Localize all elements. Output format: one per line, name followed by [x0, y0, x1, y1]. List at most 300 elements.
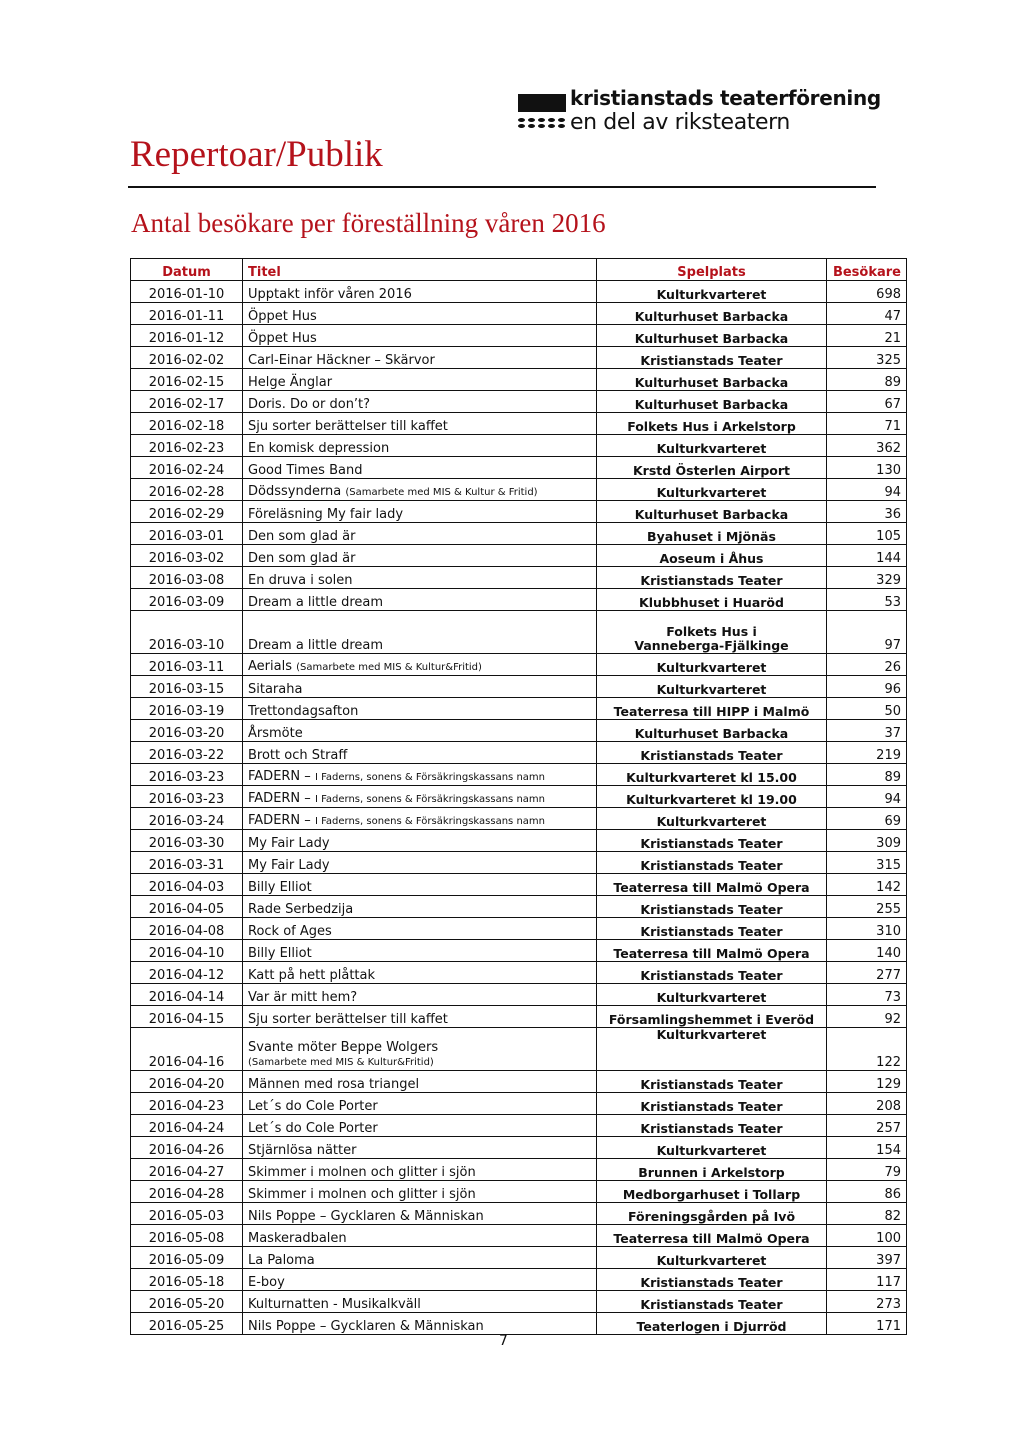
- cell-date: 2016-03-23: [131, 786, 243, 808]
- venue-name: Kulturkvarteret: [656, 990, 767, 1005]
- cell-title: [243, 1028, 597, 1071]
- venue-name: Kulturkvarteret: [656, 660, 767, 675]
- cell-venue: [597, 1269, 827, 1291]
- cell-date: 2016-01-12: [131, 325, 243, 347]
- cell-visitors: 255: [827, 896, 907, 918]
- cell-date: 2016-03-30: [131, 830, 243, 852]
- table-row: [131, 347, 907, 369]
- performance-note: I Faderns, sonens & Försäkringskassans namn: [314, 772, 545, 783]
- venue-name: Kulturkvarteret: [656, 1253, 767, 1268]
- performance-title: Nils Poppe – Gycklaren & Människan: [248, 1209, 484, 1224]
- table-row: [131, 654, 907, 676]
- cell-date: 2016-05-03: [131, 1203, 243, 1225]
- table-row: [131, 742, 907, 764]
- cell-date: 2016-04-14: [131, 984, 243, 1006]
- cell-date: 2016-01-11: [131, 303, 243, 325]
- cell-venue: [597, 391, 827, 413]
- cell-venue: [597, 918, 827, 940]
- table-row: [131, 281, 907, 303]
- logo-tagline: en del av riksteatern: [570, 110, 790, 135]
- cell-date: 2016-04-28: [131, 1181, 243, 1203]
- cell-visitors: 97: [827, 611, 907, 654]
- cell-date: 2016-01-10: [131, 281, 243, 303]
- table-row: [131, 676, 907, 698]
- cell-title: [243, 457, 597, 479]
- table-row: [131, 1313, 907, 1335]
- cell-venue: [597, 852, 827, 874]
- cell-date: 2016-03-24: [131, 808, 243, 830]
- cell-venue: [597, 1313, 827, 1335]
- logo-organization-name: kristianstads teaterförening: [570, 86, 881, 110]
- performance-title: Brott och Straff: [248, 748, 348, 763]
- table-row: [131, 457, 907, 479]
- venue-name: Kulturkvarteret: [656, 287, 767, 302]
- performance-title: Carl-Einar Häckner – Skärvor: [248, 353, 435, 368]
- cell-venue: [597, 830, 827, 852]
- venue-name: Kristianstads Teater: [640, 1297, 783, 1312]
- table-row: [131, 852, 907, 874]
- venue-name: Teaterlogen i Djurröd: [636, 1319, 787, 1334]
- cell-title: [243, 984, 597, 1006]
- cell-date: 2016-05-08: [131, 1225, 243, 1247]
- venue-name: Kristianstads Teater: [640, 748, 783, 763]
- cell-visitors: 26: [827, 654, 907, 676]
- cell-venue: [597, 1247, 827, 1269]
- cell-title: [243, 874, 597, 896]
- cell-date: 2016-02-15: [131, 369, 243, 391]
- cell-date: 2016-03-01: [131, 523, 243, 545]
- performance-title: Good Times Band: [248, 463, 363, 478]
- table-row: [131, 1115, 907, 1137]
- cell-date: 2016-04-12: [131, 962, 243, 984]
- venue-name: Kristianstads Teater: [640, 858, 783, 873]
- cell-visitors: 47: [827, 303, 907, 325]
- table-row: [131, 1269, 907, 1291]
- cell-date: 2016-04-03: [131, 874, 243, 896]
- cell-visitors: 71: [827, 413, 907, 435]
- performance-title: Let´s do Cole Porter: [248, 1099, 378, 1114]
- venue-name: Kulturhuset Barbacka: [634, 375, 789, 390]
- cell-venue: [597, 720, 827, 742]
- performance-title: Doris. Do or don’t?: [248, 397, 371, 412]
- cell-venue: [597, 1006, 827, 1028]
- table-row: [131, 720, 907, 742]
- performance-title: Katt på hett plåttak: [248, 968, 376, 983]
- cell-venue: [597, 1225, 827, 1247]
- cell-date: 2016-04-24: [131, 1115, 243, 1137]
- venue-name: Kristianstads Teater: [640, 1275, 783, 1290]
- performance-title: La Paloma: [248, 1253, 315, 1268]
- table-row: [131, 940, 907, 962]
- table-row: [131, 435, 907, 457]
- venue-name: Klubbhuset i Huaröd: [639, 595, 784, 610]
- performance-title: Männen med rosa triangel: [248, 1077, 420, 1092]
- cell-visitors: 122: [827, 1028, 907, 1071]
- cell-visitors: 315: [827, 852, 907, 874]
- cell-date: 2016-02-17: [131, 391, 243, 413]
- cell-venue: [597, 281, 827, 303]
- cell-date: 2016-05-20: [131, 1291, 243, 1313]
- cell-visitors: 144: [827, 545, 907, 567]
- performance-note: (Samarbete med MIS & Kultur&Fritid): [296, 662, 482, 673]
- cell-venue: [597, 347, 827, 369]
- header-divider: [128, 186, 876, 188]
- cell-venue: [597, 325, 827, 347]
- venue-name: Kulturhuset Barbacka: [634, 309, 789, 324]
- cell-title: [243, 611, 597, 654]
- performance-title: Dream a little dream: [248, 595, 384, 610]
- cell-venue: [597, 1137, 827, 1159]
- table-header-row: [131, 259, 907, 281]
- cell-title: [243, 786, 597, 808]
- cell-date: 2016-03-08: [131, 567, 243, 589]
- cell-venue: [597, 589, 827, 611]
- cell-visitors: 86: [827, 1181, 907, 1203]
- performance-title: Föreläsning My fair lady: [248, 507, 404, 522]
- cell-title: [243, 1269, 597, 1291]
- table-row: [131, 1291, 907, 1313]
- table-row: [131, 984, 907, 1006]
- performance-title: Rock of Ages: [248, 924, 332, 939]
- cell-venue: [597, 1028, 827, 1071]
- cell-date: 2016-03-11: [131, 654, 243, 676]
- venue-name: Föreningsgården på Ivö: [627, 1209, 796, 1224]
- venue-name: Byahuset i Mjönäs: [647, 529, 776, 544]
- venue-name: Teaterresa till HIPP i Malmö: [613, 704, 810, 719]
- cell-venue: [597, 1115, 827, 1137]
- table-row: [131, 786, 907, 808]
- cell-title: [243, 303, 597, 325]
- cell-visitors: 154: [827, 1137, 907, 1159]
- cell-title: [243, 1159, 597, 1181]
- table-row: [131, 808, 907, 830]
- performance-title: Svante möter Beppe Wolgers: [248, 1040, 439, 1055]
- table-row: [131, 501, 907, 523]
- performance-title: Öppet Hus: [248, 331, 317, 346]
- cell-venue: [597, 654, 827, 676]
- cell-visitors: 142: [827, 874, 907, 896]
- performance-title: En druva i solen: [248, 573, 353, 588]
- venue-name: Kristianstads Teater: [640, 1099, 783, 1114]
- cell-title: [243, 347, 597, 369]
- venue-name: Kulturkvarteret: [656, 1143, 767, 1158]
- performance-title: Sitaraha: [248, 682, 303, 697]
- cell-title: [243, 567, 597, 589]
- cell-date: 2016-04-08: [131, 918, 243, 940]
- cell-title: [243, 1247, 597, 1269]
- cell-venue: [597, 523, 827, 545]
- table-row: [131, 325, 907, 347]
- cell-venue: [597, 874, 827, 896]
- cell-visitors: 309: [827, 830, 907, 852]
- cell-venue: [597, 676, 827, 698]
- riksteatern-logo-icon: [517, 90, 567, 140]
- performance-title: Kulturnatten - Musikalkväll: [248, 1297, 421, 1312]
- venue-name: Kulturhuset Barbacka: [634, 726, 789, 741]
- table-row: [131, 918, 907, 940]
- cell-visitors: 21: [827, 325, 907, 347]
- performance-title: Öppet Hus: [248, 309, 317, 324]
- performance-title: Dream a little dream: [248, 638, 384, 653]
- performance-title: My Fair Lady: [248, 858, 330, 873]
- performance-title: Aerials: [248, 659, 297, 674]
- cell-title: [243, 369, 597, 391]
- cell-date: 2016-03-23: [131, 764, 243, 786]
- performance-title: Nils Poppe – Gycklaren & Människan: [248, 1319, 484, 1334]
- performance-title: Var är mitt hem?: [248, 990, 358, 1005]
- cell-date: 2016-04-26: [131, 1137, 243, 1159]
- performance-title: Helge Änglar: [248, 375, 333, 390]
- cell-visitors: 325: [827, 347, 907, 369]
- cell-title: [243, 281, 597, 303]
- cell-title: [243, 852, 597, 874]
- venue-name: Kristianstads Teater: [640, 1121, 783, 1136]
- cell-venue: [597, 764, 827, 786]
- venue-name: Krstd Österlen Airport: [632, 463, 791, 478]
- cell-title: [243, 1137, 597, 1159]
- venue-name: Folkets Hus i Arkelstorp: [627, 419, 796, 434]
- cell-venue: [597, 742, 827, 764]
- venue-name: Vanneberga-Fjälkinge: [634, 638, 789, 653]
- table-row: [131, 874, 907, 896]
- table-row: [131, 1028, 907, 1071]
- cell-title: [243, 545, 597, 567]
- cell-title: [243, 589, 597, 611]
- cell-venue: [597, 1071, 827, 1093]
- cell-visitors: 329: [827, 567, 907, 589]
- cell-venue: [597, 698, 827, 720]
- cell-visitors: 130: [827, 457, 907, 479]
- cell-title: [243, 479, 597, 501]
- venue-name: Kristianstads Teater: [640, 924, 783, 939]
- cell-visitors: 73: [827, 984, 907, 1006]
- performance-title: Den som glad är: [248, 551, 356, 566]
- cell-venue: [597, 1159, 827, 1181]
- cell-visitors: 37: [827, 720, 907, 742]
- table-row: [131, 1093, 907, 1115]
- cell-title: [243, 676, 597, 698]
- venue-line-1: Folkets Hus i: [666, 624, 757, 639]
- table-row: [131, 1006, 907, 1028]
- venue-name: Kulturhuset Barbacka: [634, 331, 789, 346]
- cell-visitors: 67: [827, 391, 907, 413]
- table-row: [131, 413, 907, 435]
- cell-venue: [597, 413, 827, 435]
- cell-visitors: 92: [827, 1006, 907, 1028]
- cell-title: [243, 764, 597, 786]
- cell-title: [243, 1006, 597, 1028]
- cell-visitors: 36: [827, 501, 907, 523]
- venue-name: Kristianstads Teater: [640, 1077, 783, 1092]
- cell-venue: [597, 1093, 827, 1115]
- performance-title: Sju sorter berättelser till kaffet: [248, 419, 448, 434]
- cell-visitors: 82: [827, 1203, 907, 1225]
- cell-date: 2016-03-31: [131, 852, 243, 874]
- venue-name: Kulturkvarteret: [656, 814, 767, 829]
- cell-date: 2016-04-27: [131, 1159, 243, 1181]
- venue-name: Kulturkvarteret: [656, 682, 767, 697]
- cell-title: [243, 830, 597, 852]
- cell-visitors: 273: [827, 1291, 907, 1313]
- cell-visitors: 171: [827, 1313, 907, 1335]
- cell-date: 2016-03-02: [131, 545, 243, 567]
- column-header-title: Titel: [243, 259, 597, 281]
- cell-title: [243, 654, 597, 676]
- venue-name: Kulturkvarteret kl 15.00: [626, 770, 797, 785]
- venue-name: Teaterresa till Malmö Opera: [613, 946, 810, 961]
- cell-venue: [597, 896, 827, 918]
- cell-date: 2016-03-22: [131, 742, 243, 764]
- table-row: [131, 698, 907, 720]
- performance-title: Trettondagsafton: [248, 704, 359, 719]
- cell-visitors: 96: [827, 676, 907, 698]
- performance-title: FADERN –: [248, 791, 315, 806]
- cell-date: 2016-02-29: [131, 501, 243, 523]
- cell-date: 2016-05-09: [131, 1247, 243, 1269]
- cell-venue: [597, 479, 827, 501]
- page-title: Repertoar/Publik: [130, 134, 383, 175]
- organization-logo: [517, 86, 887, 140]
- venue-name: Kristianstads Teater: [640, 902, 783, 917]
- cell-visitors: 362: [827, 435, 907, 457]
- visitors-table: [130, 258, 907, 1335]
- cell-title: [243, 1203, 597, 1225]
- cell-title: [243, 391, 597, 413]
- table-row: [131, 567, 907, 589]
- cell-date: 2016-02-28: [131, 479, 243, 501]
- cell-venue: [597, 611, 827, 654]
- cell-title: [243, 1291, 597, 1313]
- cell-title: [243, 698, 597, 720]
- table-row: [131, 523, 907, 545]
- page-number: 7: [499, 1333, 508, 1349]
- cell-title: [243, 940, 597, 962]
- cell-visitors: 50: [827, 698, 907, 720]
- cell-visitors: 140: [827, 940, 907, 962]
- cell-date: 2016-02-24: [131, 457, 243, 479]
- performance-title: Billy Elliot: [248, 946, 312, 961]
- cell-visitors: 105: [827, 523, 907, 545]
- performance-title: Stjärnlösa nätter: [248, 1143, 357, 1158]
- venue-name: Kristianstads Teater: [640, 353, 783, 368]
- table-row: [131, 479, 907, 501]
- cell-venue: [597, 303, 827, 325]
- cell-venue: [597, 457, 827, 479]
- table-row: [131, 1137, 907, 1159]
- cell-title: [243, 918, 597, 940]
- performance-title: Skimmer i molnen och glitter i sjön: [248, 1165, 476, 1180]
- performance-title: E-boy: [248, 1275, 285, 1290]
- cell-title: [243, 720, 597, 742]
- venue-name: Brunnen i Arkelstorp: [638, 1165, 785, 1180]
- cell-title: [243, 435, 597, 457]
- performance-title: My Fair Lady: [248, 836, 330, 851]
- cell-title: [243, 808, 597, 830]
- table-row: [131, 589, 907, 611]
- cell-visitors: 89: [827, 369, 907, 391]
- cell-date: 2016-02-23: [131, 435, 243, 457]
- venue-name: Medborgarhuset i Tollarp: [622, 1187, 801, 1202]
- cell-title: [243, 501, 597, 523]
- column-header-date: Datum: [131, 259, 243, 281]
- column-header-venue: Spelplats: [597, 259, 827, 281]
- cell-date: 2016-03-09: [131, 589, 243, 611]
- table-body: [131, 281, 907, 1335]
- venue-name: Kristianstads Teater: [640, 836, 783, 851]
- performance-note: I Faderns, sonens & Försäkringskassans namn: [314, 816, 545, 827]
- cell-date: 2016-02-02: [131, 347, 243, 369]
- venue-name: Församlingshemmet i Everöd: [608, 1012, 815, 1027]
- cell-visitors: 89: [827, 764, 907, 786]
- performance-title: Let´s do Cole Porter: [248, 1121, 378, 1136]
- cell-venue: [597, 501, 827, 523]
- table-row: [131, 391, 907, 413]
- cell-venue: [597, 567, 827, 589]
- table-row: [131, 1225, 907, 1247]
- cell-date: 2016-04-15: [131, 1006, 243, 1028]
- venue-name: Kulturkvarteret: [656, 485, 767, 500]
- cell-visitors: 53: [827, 589, 907, 611]
- cell-venue: [597, 940, 827, 962]
- performance-title: FADERN –: [248, 769, 315, 784]
- table-row: [131, 1247, 907, 1269]
- cell-visitors: 277: [827, 962, 907, 984]
- venue-name: Teaterresa till Malmö Opera: [613, 880, 810, 895]
- cell-date: 2016-05-25: [131, 1313, 243, 1335]
- table-row: [131, 1159, 907, 1181]
- cell-title: [243, 325, 597, 347]
- cell-visitors: 129: [827, 1071, 907, 1093]
- cell-visitors: 117: [827, 1269, 907, 1291]
- performance-title: Billy Elliot: [248, 880, 312, 895]
- cell-visitors: 94: [827, 479, 907, 501]
- performance-title: Sju sorter berättelser till kaffet: [248, 1012, 448, 1027]
- cell-title: [243, 1181, 597, 1203]
- cell-visitors: 79: [827, 1159, 907, 1181]
- venue-name: Kulturhuset Barbacka: [634, 397, 789, 412]
- table-row: [131, 896, 907, 918]
- cell-venue: [597, 1181, 827, 1203]
- performance-note: I Faderns, sonens & Försäkringskassans namn: [314, 794, 545, 805]
- cell-date: 2016-02-18: [131, 413, 243, 435]
- table-row: [131, 962, 907, 984]
- cell-title: [243, 523, 597, 545]
- cell-visitors: 397: [827, 1247, 907, 1269]
- table-row: [131, 545, 907, 567]
- cell-venue: [597, 545, 827, 567]
- venue-name: Kulturkvarteret kl 19.00: [626, 792, 797, 807]
- performance-title: Årsmöte: [248, 726, 303, 741]
- cell-date: 2016-04-20: [131, 1071, 243, 1093]
- venue-name: Kulturkvarteret: [656, 1027, 767, 1042]
- cell-venue: [597, 984, 827, 1006]
- table-row: [131, 764, 907, 786]
- cell-visitors: 257: [827, 1115, 907, 1137]
- cell-date: 2016-04-16: [131, 1028, 243, 1071]
- cell-date: 2016-04-10: [131, 940, 243, 962]
- cell-venue: [597, 435, 827, 457]
- table-row: [131, 1181, 907, 1203]
- cell-date: 2016-03-10: [131, 611, 243, 654]
- performance-title: Den som glad är: [248, 529, 356, 544]
- cell-venue: [597, 786, 827, 808]
- performance-title: Skimmer i molnen och glitter i sjön: [248, 1187, 476, 1202]
- cell-title: [243, 1115, 597, 1137]
- cell-date: 2016-04-23: [131, 1093, 243, 1115]
- cell-date: 2016-03-15: [131, 676, 243, 698]
- performance-title: Upptakt inför våren 2016: [248, 287, 412, 302]
- cell-visitors: 310: [827, 918, 907, 940]
